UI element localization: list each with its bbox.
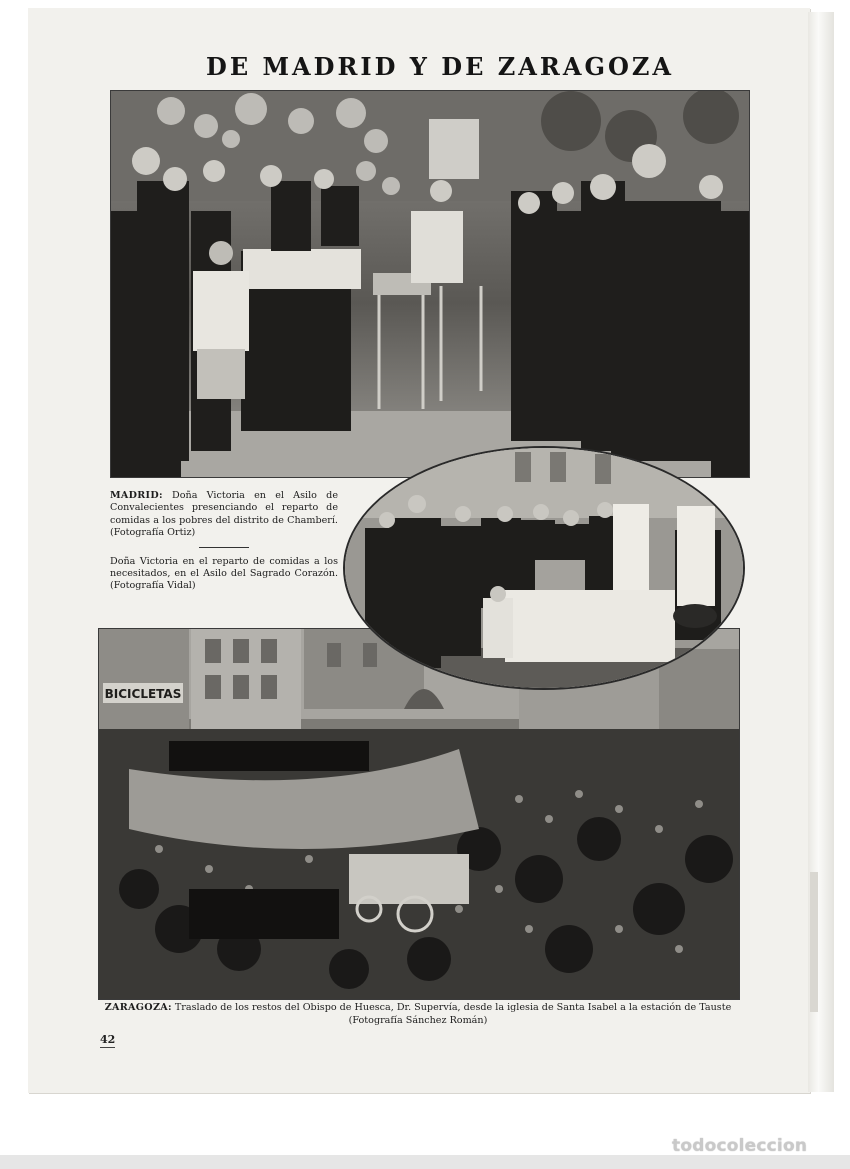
watermark-logo: todocoleccion xyxy=(672,1136,808,1156)
caption-credit-zaragoza: (Fotografía Sánchez Román) xyxy=(348,1014,488,1026)
caption-lead-zaragoza: ZARAGOZA: xyxy=(104,1002,172,1013)
caption-body-madrid: Doña Victoria en el Asilo de Convalecientes presenciando el reparto de comidas a los pobres del distrito de Chamberí. (Fotografía Ortiz) xyxy=(110,490,338,539)
page-headline: DE MADRID Y DE ZARAGOZA xyxy=(206,52,674,81)
photo-madrid-asilo xyxy=(110,90,750,478)
page-edge xyxy=(808,12,834,1092)
caption-body-zaragoza: Traslado de los restos del Obispo de Huesca, Dr. Supervía, desde la iglesia de Santa Isabel a la estación de Tauste xyxy=(171,1002,732,1013)
shop-sign-text: BICICLETAS xyxy=(104,687,182,701)
caption-madrid-asilo xyxy=(110,490,338,540)
caption-lead-madrid: MADRID: xyxy=(110,490,163,501)
caption-divider xyxy=(199,547,249,548)
caption-block-zaragoza xyxy=(98,1002,738,1027)
caption-sagrado-corazon: Doña Victoria en el reparto de comidas a los necesitados, en el Asilo del Sagrado Corazón. (Fotografía Vidal) xyxy=(110,555,338,592)
page-number: 42 xyxy=(100,1033,116,1046)
page-edge-bend xyxy=(810,872,818,1012)
scan-bottom-strip xyxy=(0,1155,850,1169)
photo-zaragoza-traslado xyxy=(98,628,740,1000)
caption-zaragoza xyxy=(98,1002,738,1015)
caption-block-madrid xyxy=(110,490,338,593)
photo-sagrado-corazon xyxy=(343,446,745,690)
